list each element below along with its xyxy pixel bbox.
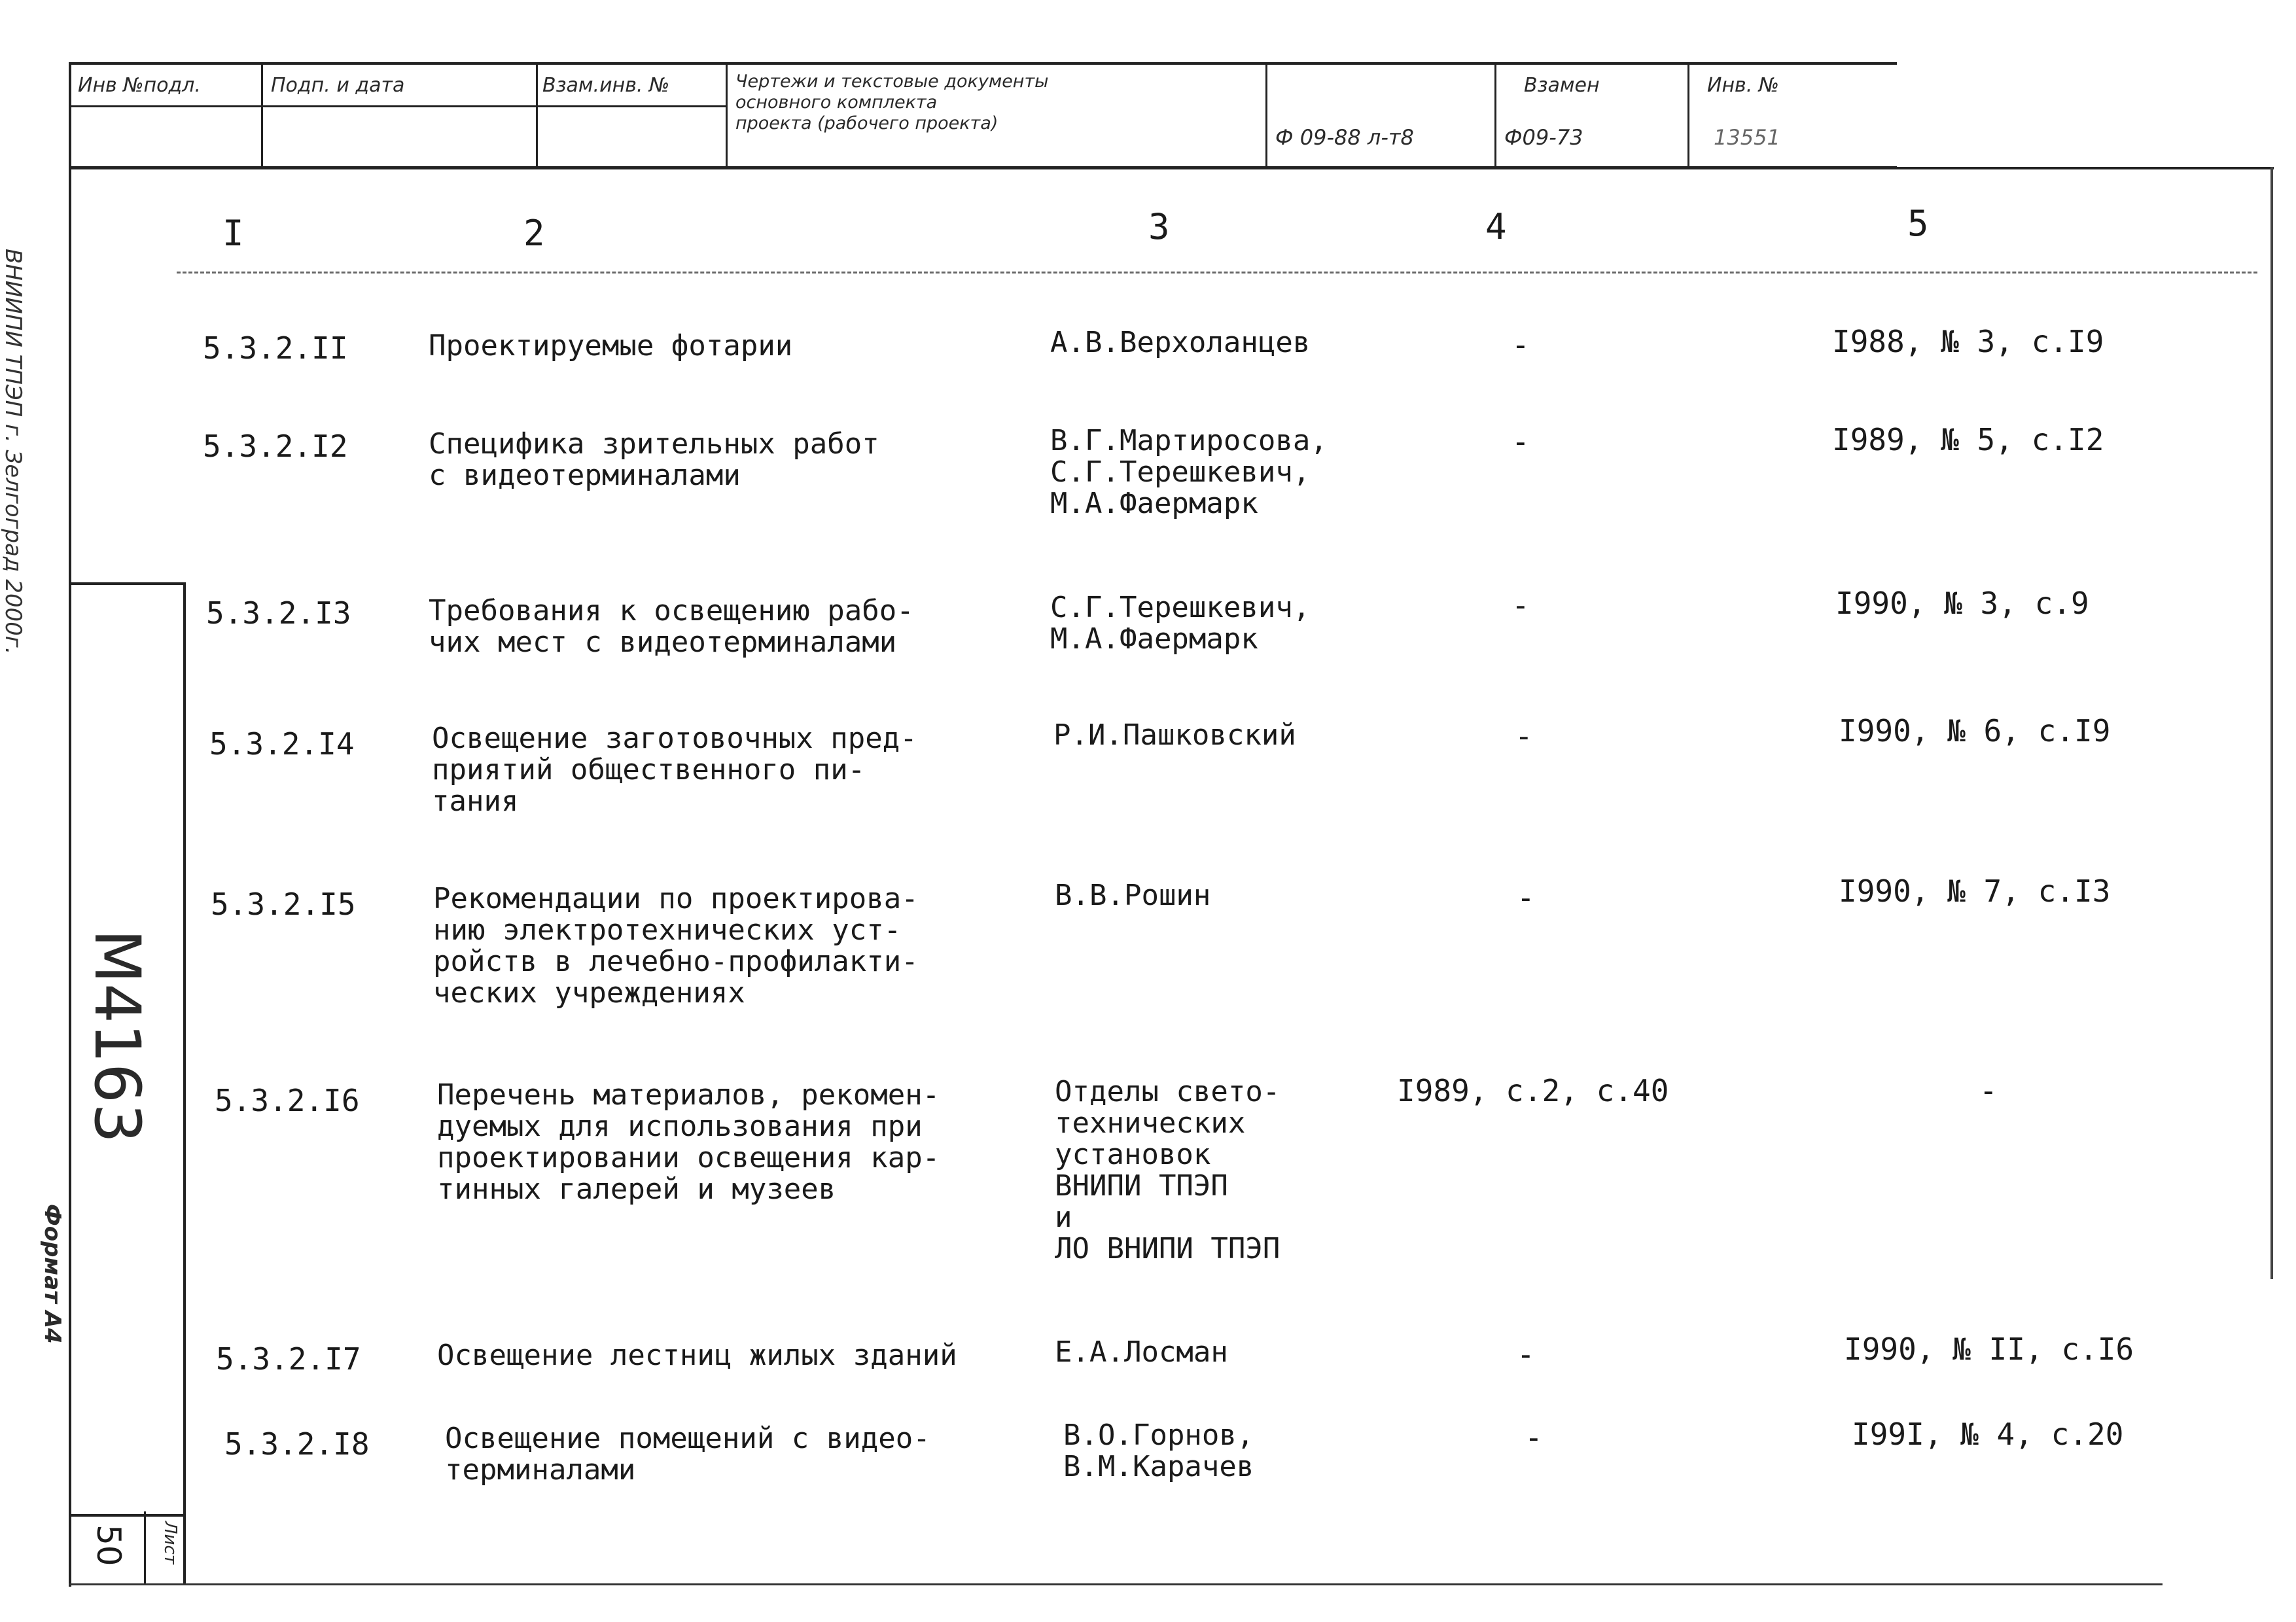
stamp-inv-value: 13551: [1714, 125, 1780, 150]
stamp-drawings-title: Чертежи и текстовые документы основного комплекта проекта (рабочего проекта): [735, 71, 1049, 133]
entry-col4: -: [1517, 880, 1535, 915]
entry-authors: А.В.Верхоланцев: [1050, 326, 1311, 359]
entry-authors: С.Г.Терешкевич, М.А.Фаермарк: [1050, 591, 1311, 656]
entry-title: Специфика зрительных работ с видеотерминалами: [429, 427, 879, 492]
entry-title: Проектируемые фотарии: [429, 329, 793, 362]
stamp-vzamen-value: Ф09-73: [1504, 125, 1583, 150]
sheet-number: 50: [90, 1525, 128, 1566]
frame-top-border: [69, 167, 2274, 169]
entry-title: Рекомендации по проектирова- нию электротехнических уст- ройств в лечебно-профилакти- ческих учреждениях: [433, 882, 919, 1010]
frame-right-border: [2270, 167, 2273, 1279]
entry-authors: Отделы свето- технических установок ВНИПИ ТПЭП и ЛО ВНИПИ ТПЭП: [1055, 1075, 1280, 1265]
entry-col5: I990, № 3, с.9: [1835, 586, 2089, 621]
entry-number: 5.3.2.I3: [206, 595, 351, 631]
archive-number: М4163: [80, 929, 154, 1144]
entry-col5: -: [1979, 1073, 1998, 1108]
entry-authors: В.Г.Мартиросова, С.Г.Терешкевич, М.А.Фаермарк: [1050, 424, 1328, 520]
entry-authors: В.О.Горнов, В.М.Карачев: [1063, 1419, 1254, 1483]
entry-col5: I990, № 6, с.I9: [1839, 713, 2111, 749]
stamp-inv-no: Инв №подл.: [78, 74, 201, 97]
entry-col5: I989, № 5, с.I2: [1832, 422, 2104, 457]
entry-col5: I99I, № 4, с.20: [1852, 1417, 2124, 1452]
stamp-vzamen-label: Взамен: [1524, 74, 1600, 97]
entry-col4: I989, с.2, с.40: [1397, 1073, 1669, 1108]
frame-bottom-border: [69, 1583, 2163, 1585]
entry-col4: -: [1511, 588, 1530, 623]
format-label: Формат А4: [39, 1204, 65, 1344]
column-heading-1: I: [222, 213, 244, 254]
entry-number: 5.3.2.I2: [203, 429, 348, 464]
column-heading-5: 5: [1907, 203, 1929, 244]
entry-title: Перечень материалов, рекомен- дуемых для использования при проектировании освещения кар- тинных галерей и музеев: [437, 1078, 940, 1206]
column-heading-3: 3: [1148, 206, 1170, 247]
entry-number: 5.3.2.I6: [215, 1083, 360, 1118]
sheet-label: Лист: [160, 1521, 180, 1564]
library-stamp-text: ВНИИПИ ТПЭП г. Зелгоград 2000г.: [0, 249, 26, 655]
entry-title: Освещение лестниц жилых зданий: [437, 1339, 957, 1372]
entry-title: Требования к освещению рабо- чих мест с видеотерминалами: [429, 594, 914, 659]
entry-col4: -: [1511, 424, 1530, 459]
entry-col4: -: [1511, 327, 1530, 362]
entry-col4: -: [1515, 718, 1533, 754]
entry-authors: Р.И.Пашковский: [1053, 718, 1296, 752]
entry-number: 5.3.2.I8: [224, 1426, 370, 1462]
entry-title: Освещение помещений с видео- терминалами: [445, 1422, 930, 1487]
column-heading-4: 4: [1485, 206, 1507, 247]
entry-authors: Е.А.Лосман: [1055, 1335, 1228, 1369]
entry-number: 5.3.2.I7: [216, 1341, 361, 1377]
stamp-sign-date: Подп. и дата: [271, 74, 405, 97]
entry-number: 5.3.2.I4: [209, 726, 355, 762]
entry-authors: В.В.Рошин: [1055, 879, 1211, 912]
stamp-code-label: Ф 09-88 л-т8: [1275, 125, 1414, 150]
entry-col4: -: [1525, 1420, 1543, 1455]
entry-number: 5.3.2.I5: [211, 887, 356, 922]
stamp-inv-label: Инв. №: [1707, 74, 1780, 97]
entry-number: 5.3.2.II: [203, 330, 348, 366]
title-block-stamp: [69, 62, 1897, 169]
entry-col5: I990, № II, с.I6: [1844, 1331, 2134, 1367]
entry-col5: I988, № 3, с.I9: [1832, 324, 2104, 359]
entry-title: Освещение заготовочных пред- приятий общественного пи- тания: [432, 722, 917, 818]
entry-col5: I990, № 7, с.I3: [1839, 873, 2111, 909]
entry-col4: -: [1517, 1337, 1535, 1372]
column-heading-2: 2: [523, 213, 545, 254]
heading-underline: [177, 272, 2257, 273]
stamp-vzam-inv: Взам.инв. №: [542, 74, 670, 97]
